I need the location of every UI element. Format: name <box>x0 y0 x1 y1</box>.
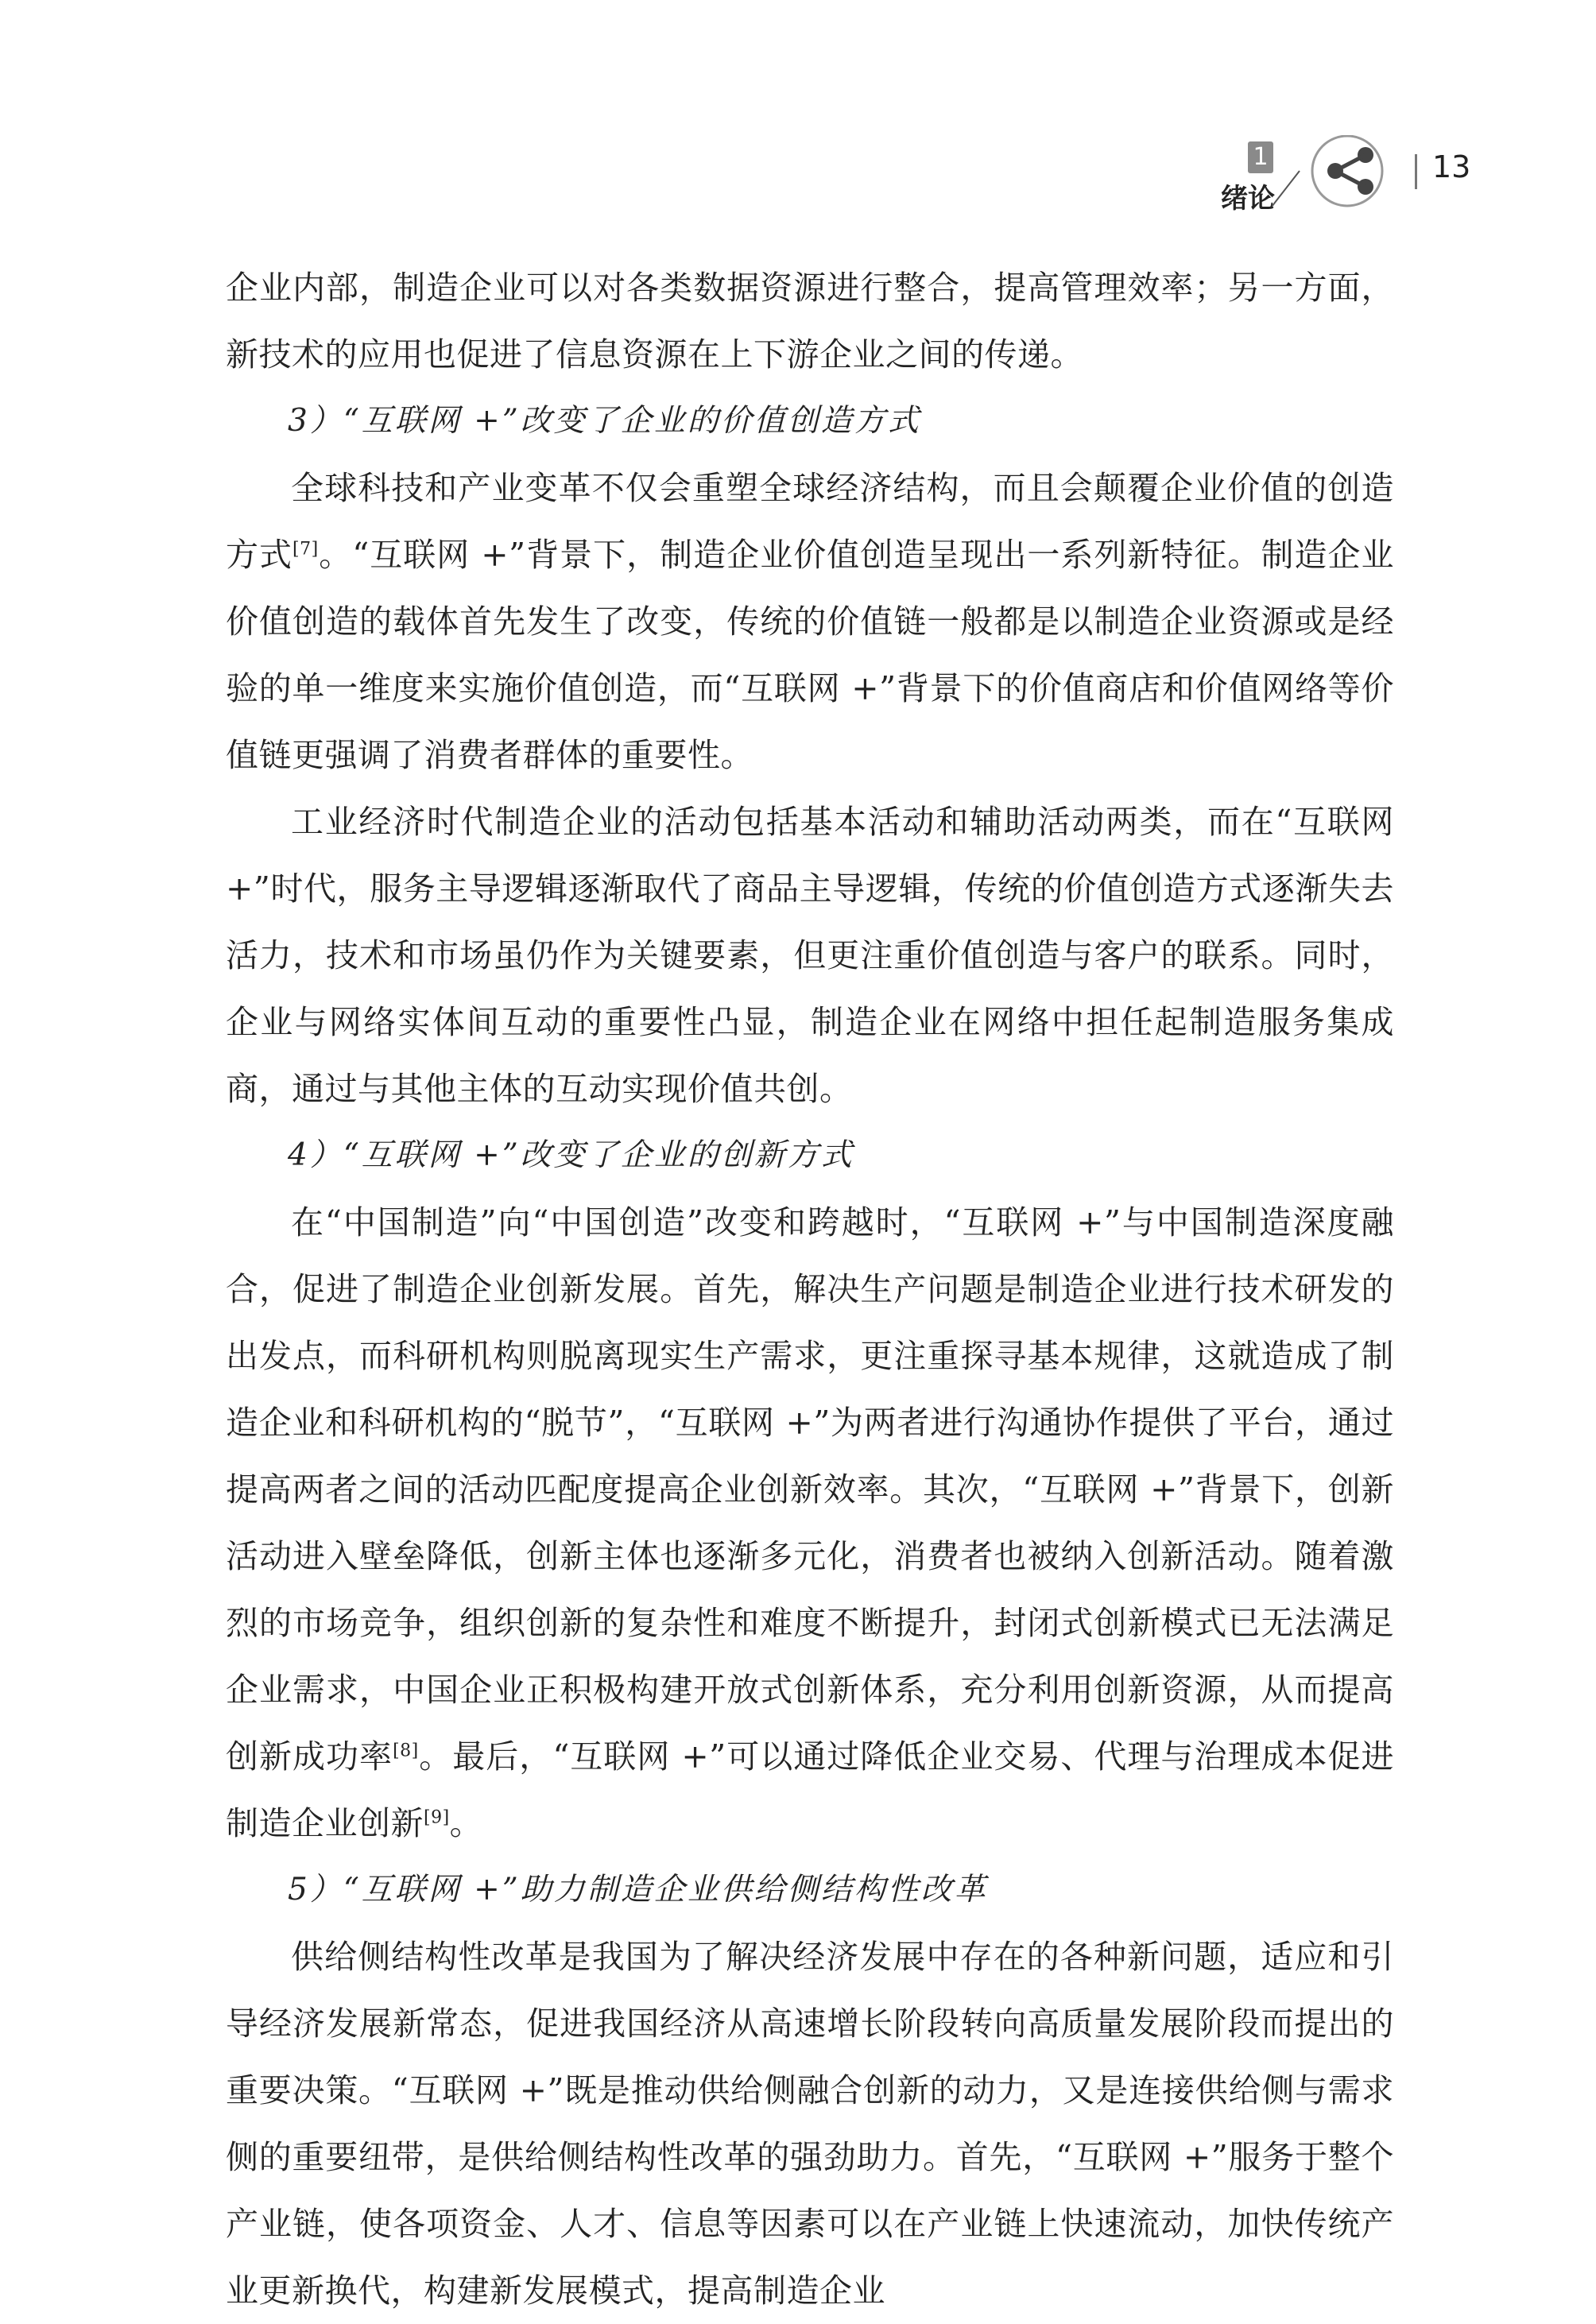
chapter-number-badge: 1 <box>1248 141 1273 173</box>
chapter-title: 绪论 <box>1221 183 1275 215</box>
page-number: 13 <box>1432 149 1471 184</box>
section-heading: 4）“互联网 +”改变了企业的创新方式 <box>288 1137 854 1173</box>
paragraph-text: 供给侧结构性改革是我国为了解决经济发展中存在的各种新问题，适应和引导经济发展新常态，促进我国经济从高速增长阶段转向高质量发展阶段而提出的重要决策。“互联网 +”既是推动供给侧融合创新的动力，又是连接供给侧与需求侧的重要纽带，是供给侧结构性改革的强劲助力。首先，“互联网 +”服务于整个产业链，使各项资金、人才、信息等因素可以在产业链上快速流动，加快传统产业更新换代，构建新发展模式，提高制造企业 <box>226 1938 1394 2310</box>
paragraph-text: 。最后，“互联网 +”可以通过降低企业交易、代理与治理成本促进制造企业创新 <box>226 1737 1394 1842</box>
section-heading: 5）“互联网 +”助力制造企业供给侧结构性改革 <box>288 1872 988 1908</box>
header-divider <box>1415 154 1417 189</box>
paragraph <box>226 455 1394 788</box>
paragraph-text: 在“中国制造”向“中国创造”改变和跨越时，“互联网 +”与中国制造深度融合，促进了制造企业创新发展。首先，解决生产问题是制造企业进行技术研发的出发点，而科研机构则脱离现实生产需求，更注重探寻基本规律，这就造成了制造企业和科研机构的“脱节”，“互联网 +”为两者进行沟通协作提供了平台，通过提高两者之间的活动匹配度提高企业创新效率。其次，“互联网 +”背景下，创新活动进入壁垒降低，创新主体也逐渐多元化，消费者也被纳入创新活动。随着激烈的市场竞争，组织创新的复杂性和难度不断提升，封闭式创新模式已无法满足企业需求，中国企业正积极构建开放式创新体系，充分利用创新资源，从而提高创新成功率 <box>226 1203 1394 1776</box>
paragraph-text: 。 <box>449 1804 483 1842</box>
citation-ref: [7] <box>292 539 319 560</box>
section-heading: 3）“互联网 +”改变了企业的价值创造方式 <box>288 403 921 439</box>
paragraph <box>226 788 1394 1122</box>
paragraph <box>226 1189 1394 1857</box>
paragraph-text: 工业经济时代制造企业的活动包括基本活动和辅助活动两类，而在“互联网 +”时代，服务主导逻辑逐渐取代了商品主导逻辑，传统的价值创造方式逐渐失去活力，技术和市场虽仍作为关键要素，但更注重价值创造与客户的联系。同时，企业与网络实体间互动的重要性凸显，制造企业在网络中担任起制造服务集成商，通过与其他主体的互动实现价值共创。 <box>226 803 1394 1108</box>
page-header <box>1176 135 1510 238</box>
citation-ref: [9] <box>424 1807 450 1828</box>
paragraph <box>226 254 1394 388</box>
paragraph-text: 。“互联网 +”背景下，制造企业价值创造呈现出一系列新特征。制造企业价值创造的载体首先发生了改变，传统的价值链一般都是以制造企业资源或是经验的单一维度来实施价值创造，而“互联网 +”背景下的价值商店和价值网络等价值链更强调了消费者群体的重要性。 <box>226 536 1394 774</box>
paragraph-text: 全球科技和产业变革不仅会重塑全球经济结构，而且会颠覆企业价值的创造方式 <box>226 469 1394 574</box>
paragraph-text: 企业内部，制造企业可以对各类数据资源进行整合，提高管理效率；另一方面，新技术的应用也促进了信息资源在上下游企业之间的传递。 <box>226 269 1394 374</box>
body-text <box>226 254 1394 2324</box>
citation-ref: [8] <box>393 1741 419 1761</box>
paragraph <box>226 1923 1394 2324</box>
share-icon <box>1272 135 1407 223</box>
